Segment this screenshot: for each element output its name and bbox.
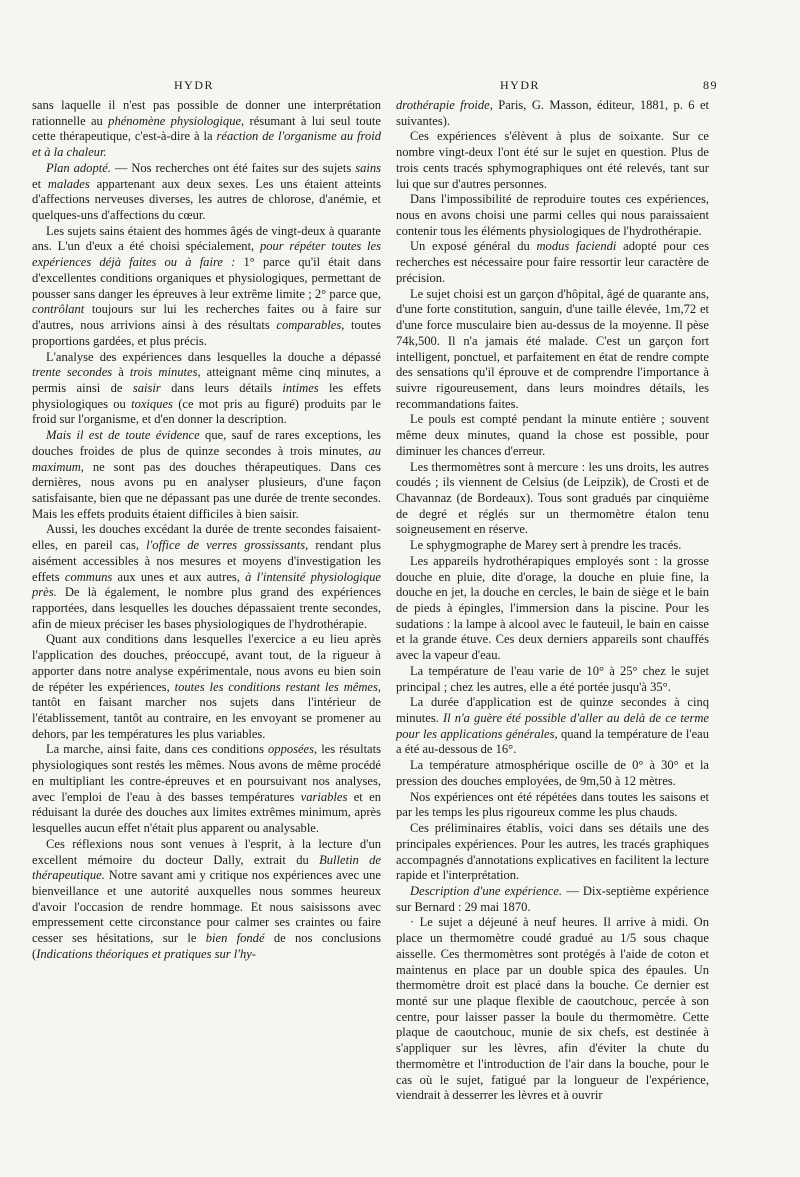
paragraph bbox=[396, 554, 709, 664]
text-run: Un exposé général du bbox=[410, 239, 537, 254]
paragraph bbox=[32, 632, 381, 742]
paragraph bbox=[396, 758, 709, 789]
text-run: Notre savant ami y critique nos expériences avec une bienveillance et une autorité auxquelles nous sommes heureux d'avoir l'occasion de rendre hommage. Et nous saisissons avec empressement cette circonstance pour calmer ses craintes ou faire cesser ses hésitations, sur le bbox=[32, 868, 381, 946]
italic-run: modus faciendi bbox=[536, 239, 617, 254]
text-run: La marche, ainsi faite, dans ces conditions bbox=[46, 742, 269, 757]
text-run: Le sphygmographe de Marey sert à prendre les tracés. bbox=[410, 538, 682, 553]
italic-run: saisir bbox=[132, 380, 161, 395]
italic-run: communs bbox=[64, 569, 113, 584]
text-run: , Paris, G. Masson, éditeur, 1881, p. 6 et suivantes). bbox=[396, 98, 709, 128]
paragraph bbox=[396, 192, 709, 239]
paragraph bbox=[396, 915, 709, 1104]
italic-run: comparables bbox=[276, 318, 342, 333]
paragraph bbox=[32, 742, 381, 836]
text-run: Le sujet choisi est un garçon d'hôpital, âgé de quarante ans, d'une forte constitution, sanguin, d'une taille élevée, 1m,72 et d'une force musculaire bien au-dessus de la moyenne. Il pèse 74k,500. Il n'a jamais été malade. C'est un garçon fort intelligent, ponctuel, et parfaitement en état de rendre compte des sensations qu'il éprouve et de comprendre l'importance à suivre rigoureusement, dans leurs moindres détails, les recommandations faites. bbox=[396, 286, 709, 411]
text-run: · Le sujet a déjeuné à neuf heures. Il arrive à midi. On place un thermomètre coudé gradué au 1/5 sous chaque aisselle. Ces thermomètres sont protégés à l'aide de coton et maintenus en place par un double spica des épaules. Un thermomètre droit est placé dans la bouche. Ce dernier est monté sur une plaque flexible de caoutchouc, percée à son centre, pour laisser passer la boule du thermomètre. Cette plaque de caoutchouc, munie de six chefs, est destinée à s'appliquer sur les lèvres, afin d'éviter la chute du thermomètre et l'introduction de l'air dans la bouche, pour le cas où le sujet, fatigué par la longueur de l'expérience, viendrait à desserrer les lèvres et à ouvrir bbox=[396, 915, 709, 1103]
italic-run: réaction de l'organisme au froid et à la chaleur. bbox=[32, 129, 381, 160]
paragraph bbox=[32, 224, 381, 350]
right-column bbox=[396, 98, 709, 1104]
page-number: 89 bbox=[703, 78, 718, 92]
italic-run: opposées bbox=[268, 742, 315, 757]
text-run: et bbox=[32, 176, 48, 191]
text-run: La température atmosphérique oscille de 0° à 30° et la pression des douches employées, de 9m,50 à 12 mètres. bbox=[396, 758, 709, 788]
text-run: , atteignant même cinq minutes, a permis ainsi de bbox=[32, 365, 381, 395]
text-run: Les sujets sains étaient des hommes âgés de vingt-deux à quarante ans. L'un d'eux a été choisi spécialement, bbox=[32, 223, 381, 254]
italic-run: l'office de verres grossissants bbox=[146, 538, 306, 553]
text-run: Les thermomètres sont à mercure : les uns droits, les autres coudés ; ils viennent de Celsius (de Leipzik), de Crosti et de Chavannaz (de Bordeaux). Tous sont gradués par cinquième de degré et réglés sur un thermomètre étalon tenu soigneusement en réserve. bbox=[396, 459, 709, 537]
italic-run: variables bbox=[300, 789, 348, 804]
paragraph bbox=[396, 98, 709, 129]
italic-run: Il n'a guère été possible d'aller au delà de ce terme pour les applications générales bbox=[396, 711, 709, 741]
italic-run: Bulletin de thérapeutique. bbox=[32, 852, 381, 883]
text-run: Ces réflexions nous sont venues à l'esprit, à la lecture d'un excellent mémoire du docteur Dally, extrait du bbox=[32, 836, 381, 867]
italic-run: intimes bbox=[282, 380, 319, 395]
text-run: les effets physiologiques ou bbox=[32, 380, 381, 411]
italic-run: pour répéter toutes les expériences déjà faites ou à faire : bbox=[32, 239, 381, 270]
text-run: et en réduisant la durée des douches aux limites extrêmes minimum, après lesquelles aucun effet n'était plus apparent ou analysable. bbox=[32, 789, 381, 836]
italic-run: sains bbox=[355, 160, 381, 175]
italic-run: au maximum bbox=[32, 443, 381, 474]
paragraph bbox=[32, 837, 381, 963]
text-run: , les résultats physiologiques sont restés les mêmes. Nous avons de même procédé en multipliant les contre-épreuves et en poursuivant nos analyses, avec l'emploi de l'eau à des basses températures bbox=[32, 742, 381, 804]
paragraph bbox=[396, 790, 709, 821]
italic-run: phénomène physiologique bbox=[108, 113, 242, 128]
paragraph bbox=[396, 129, 709, 192]
text-run: — Dix-septième expérience sur Bernard : 29 mai 1870. bbox=[396, 883, 709, 914]
text-run: , tantôt en faisant marcher nos sujets dans l'intérieur de l'établissement, tantôt au contraire, en les envoyant se promener au dehors, par les températures les plus variables. bbox=[32, 679, 381, 741]
text-run: La durée d'application est de quinze secondes à cinq minutes. bbox=[396, 695, 709, 726]
text-run: , rendant plus aisément accessibles à nos mesures et moyens d'investigation les effets bbox=[32, 538, 381, 584]
text-run: que, sauf de rares exceptions, les douches froides de plus de quinze secondes à trois minutes, bbox=[32, 428, 381, 458]
text-run: toujours sur lui les recherches faites ou à faire sur d'autres, nous arrivions ainsi à des résultats bbox=[32, 302, 381, 333]
running-head-left: HYDR bbox=[174, 78, 215, 92]
paragraph bbox=[396, 239, 709, 286]
text-run: Les appareils hydrothérapiques employés sont : la grosse douche en pluie, dite d'orage, la douche en pluie fine, la douche en jet, la douche en cercles, le bain de siège et le bain de pieds à épingles, l'immersion dans la piscine. Pour les sudations : la lampe à alcool avec le fauteuil, le bain en caisse et la grande étuve. Ces deux derniers appareils sont chauffés avec la vapeur d'eau. bbox=[396, 553, 709, 663]
italic-run: Plan adopté. bbox=[46, 160, 111, 175]
text-run: , toutes proportions gardées, et plus précis. bbox=[32, 318, 381, 348]
text-run: aux unes et aux autres, bbox=[112, 569, 246, 584]
italic-run: trois minutes bbox=[129, 365, 198, 380]
text-run: de nos conclusions ( bbox=[32, 931, 381, 961]
paragraph bbox=[396, 538, 709, 554]
text-run: Ces expériences s'élèvent à plus de soixante. Sur ce nombre vingt-deux l'ont été sur le sujet en question. Plus de trois cents tracés sphymographiques ont été relevés, tant sur lui que sur d'autres personnes. bbox=[396, 129, 709, 191]
text-run: (ce mot pris au figuré) produits par le froid sur l'organisme, et d'en donner la description. bbox=[32, 396, 381, 427]
italic-run: trente secondes bbox=[32, 365, 113, 380]
text-run: Dans l'impossibilité de reproduire toutes ces expériences, nous en avons choisi une parmi celles qui nous paraissaient contenir tous les éléments physiologiques de l'hydrothérapie. bbox=[396, 192, 709, 238]
paragraph bbox=[396, 821, 709, 884]
text-run: appartenant aux deux sexes. Les uns étaient atteints d'affections nerveuses diverses, les autres de chlorose, d'anémie, et quelques-uns d'affections du cœur. bbox=[32, 176, 381, 223]
text-run: 1° parce qu'il était dans d'excellentes conditions organiques et physiologiques, permettant de pousser sans danger les épreuves à leur extrême limite ; 2° parce que, bbox=[32, 255, 382, 301]
text-run: sans laquelle il n'est pas possible de donner une interprétation rationnelle au bbox=[32, 98, 381, 128]
italic-run: toutes les conditions restant les mêmes bbox=[174, 679, 378, 694]
paragraph bbox=[32, 350, 381, 429]
paragraph bbox=[32, 161, 381, 224]
italic-run: contrôlant bbox=[32, 302, 85, 317]
text-run: — Nos recherches ont été faites sur des sujets bbox=[110, 160, 356, 175]
text-run: La température de l'eau varie de 10° à 25° chez le sujet principal ; chez les autres, elle a été portée jusqu'à 35°. bbox=[396, 663, 709, 694]
text-run: Ces préliminaires établis, voici dans ses détails une des principales expériences. Pour les autres, les tracés graphiques accompagnés d'annotations explicatives en facilitent la lecture rapide et l'interprétation. bbox=[396, 821, 709, 883]
left-column bbox=[32, 98, 381, 963]
paragraph bbox=[396, 460, 709, 539]
text-run: , quand la température de l'eau a été au-dessous de 16°. bbox=[396, 726, 709, 757]
paragraph bbox=[32, 428, 381, 522]
text-run: De là également, le nombre plus grand des expériences rapportées, dans lesquelles les douches dépassaient trente secondes, afin de mieux préciser les bases physiologiques de l'hydrothérapie. bbox=[32, 585, 381, 631]
text-run: Le pouls est compté pendant la minute entière ; souvent même deux minutes, quand la chose est possible, pour diminuer les chances d'erreur. bbox=[396, 412, 709, 458]
italic-run: malades bbox=[47, 176, 90, 191]
running-head-center: HYDR bbox=[500, 78, 541, 92]
paragraph bbox=[32, 98, 381, 161]
text-run: L'analyse des expériences dans lesquelles la douche a dépassé bbox=[46, 349, 381, 364]
text-run: à bbox=[112, 365, 130, 380]
italic-run: Description d'une expérience. bbox=[410, 883, 563, 898]
paragraph bbox=[396, 287, 709, 413]
italic-run: Indications théoriques et pratiques sur l'hy- bbox=[36, 946, 256, 961]
text-run: Nos expériences ont été répétées dans toutes les saisons et par les temps les plus rigoureux comme les plus chauds. bbox=[396, 789, 709, 820]
paragraph bbox=[396, 412, 709, 459]
text-run: Aussi, les douches excédant la durée de trente secondes faisaient-elles, en pareil cas, bbox=[32, 522, 381, 553]
text-run: , ne sont pas des douches thérapeutiques. Dans ces dernières, nous avons pu en analyser plusieurs, d'une façon satisfaisante, bien que ne dépassant pas une durée de trente secondes. Mais les effets produits étaient difficiles à bien saisir. bbox=[32, 459, 381, 521]
text-run: adopté pour ces recherches est nécessaire pour faire ressortir leur caractère de précision. bbox=[396, 239, 710, 285]
paragraph bbox=[396, 884, 709, 915]
italic-run: à l'intensité physiologique près. bbox=[32, 569, 381, 600]
italic-run: Mais il est de toute évidence bbox=[46, 428, 200, 443]
italic-run: bien fondé bbox=[205, 931, 265, 946]
text-run: , résumant à lui seul toute cette thérapeutique, c'est-à-dire à la bbox=[32, 113, 381, 144]
paragraph bbox=[32, 522, 381, 632]
italic-run: drothérapie froide bbox=[396, 98, 490, 112]
text-run: Quant aux conditions dans lesquelles l'exercice a eu lieu après l'application des douches, préoccupé, avant tout, de la rigueur à apporter dans notre analyse expérimentale, nous avons eu bien soin de répéter les expériences, bbox=[32, 632, 381, 694]
text-run: dans leurs détails bbox=[160, 380, 283, 395]
italic-run: toxiques bbox=[131, 396, 173, 411]
paragraph bbox=[396, 664, 709, 695]
paragraph bbox=[396, 695, 709, 758]
